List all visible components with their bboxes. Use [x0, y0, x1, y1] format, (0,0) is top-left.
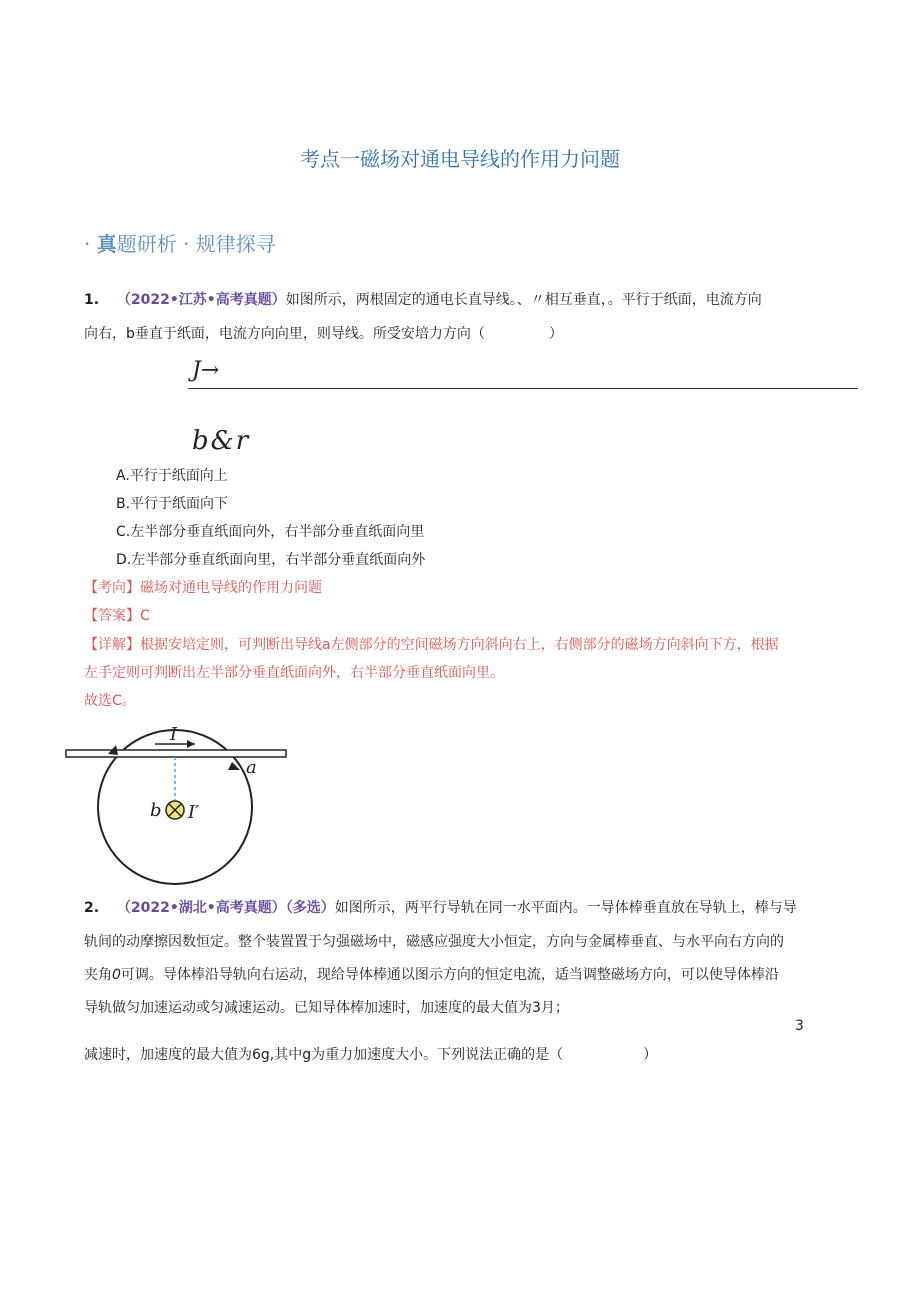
label-I: I: [170, 724, 178, 745]
q2-line2: 轨间的动摩擦因数恒定。整个装置置于匀强磁场中，磁感应强度大小恒定，方向与金属棒垂直、与水平向右方向的: [84, 934, 784, 950]
q1-detail-line2: 左手定则可判断出左半部分垂直纸面向外，右半部分垂直纸面向里。: [84, 665, 504, 681]
detail-text-1: 根据安培定则，可判断出导线a左侧部分的空间磁场方向斜向右上，右侧部分的磁场方向斜向下方，根据: [140, 637, 779, 653]
q1-source: （2022•江苏•高考真题）: [116, 292, 286, 308]
q1-detail-line1: [84, 635, 779, 655]
q2-line3: [84, 965, 779, 985]
q1-option-d: D.左半部分垂直纸面向里，右半部分垂直纸面向外: [116, 552, 426, 568]
section-bullet: ·: [84, 232, 91, 256]
q1-number: 1.: [84, 292, 100, 308]
current-arrow-head-icon: [187, 740, 195, 748]
q2-number: 2.: [84, 900, 100, 916]
q1-option-b: B.平行于纸面向下: [116, 496, 229, 512]
q1-figure-wire-line: [188, 388, 858, 389]
q1-paren-close: ）: [548, 326, 563, 342]
q2-text-line1: 如图所示，两平行导轨在同一水平面内。一导体棒垂直放在导轨上，棒与导: [334, 900, 797, 916]
q2-superscript: 3: [795, 1018, 804, 1034]
q2-line4: 导轨做匀加速运动或匀减速运动。已知导体棒加速时，加速度的最大值为3月；: [84, 1000, 569, 1016]
answer-label: 【答案】: [84, 608, 140, 624]
section-tail: 规律探寻: [195, 232, 276, 256]
section-bullet: ·: [183, 232, 190, 256]
q2-figure: [60, 720, 300, 890]
answer-value: C: [140, 608, 150, 624]
kaoxiang-label: 【考向】: [84, 580, 140, 596]
q1-line1: [84, 290, 762, 310]
q1-text-line2: 向右，b垂直于纸面，电流方向向里，则导线。所受安培力方向（: [84, 326, 485, 342]
section-heading: [84, 228, 276, 257]
conductor-rod: [66, 750, 286, 757]
q2-text-line3a: 夹角: [84, 967, 112, 983]
q1-answer: [84, 606, 150, 626]
q1-figure-label-b: b&r: [192, 426, 251, 456]
q1-text-line1: 如图所示，两根固定的通电长直导线。、〃相互垂直，。平行于纸面，电流方向: [285, 292, 762, 308]
q1-option-a: A.平行于纸面向上: [116, 468, 228, 484]
q2-source: （2022•湖北•高考真题）（多选）: [116, 900, 335, 916]
q1-line2: [84, 324, 563, 344]
q2-text-line3b: 可调。导体棒沿导轨向右运动，现给导体棒通以图示方向的恒定电流，适当调整磁场方向，可以使导体棒沿: [120, 967, 779, 983]
q1-figure-label-a: J→: [192, 358, 220, 383]
q2-paren-close: ）: [643, 1047, 658, 1063]
q2-theta: 0: [112, 967, 121, 983]
q1-conclusion: 故选C。: [84, 693, 136, 709]
q2-line1: [84, 898, 797, 918]
page-title: 考点一磁场对通电导线的作用力问题: [300, 147, 620, 171]
label-a: a: [246, 757, 257, 778]
section-strong: 真: [96, 232, 117, 256]
q1-option-c: C.左半部分垂直纸面向外，右半部分垂直纸面向里: [116, 524, 425, 540]
detail-label: 【详解】: [84, 637, 140, 653]
label-I-prime: I′: [188, 802, 200, 823]
section-rest: 题研析: [116, 232, 177, 256]
kaoxiang-text: 磁场对通电导线的作用力问题: [140, 580, 322, 596]
q2-text-line5: 减速时，加速度的最大值为6g,其中g为重力加速度大小。下列说法正确的是（: [84, 1047, 564, 1063]
label-b: b: [150, 800, 162, 821]
q1-kaoxiang: [84, 578, 322, 598]
q2-line5: [84, 1045, 657, 1065]
